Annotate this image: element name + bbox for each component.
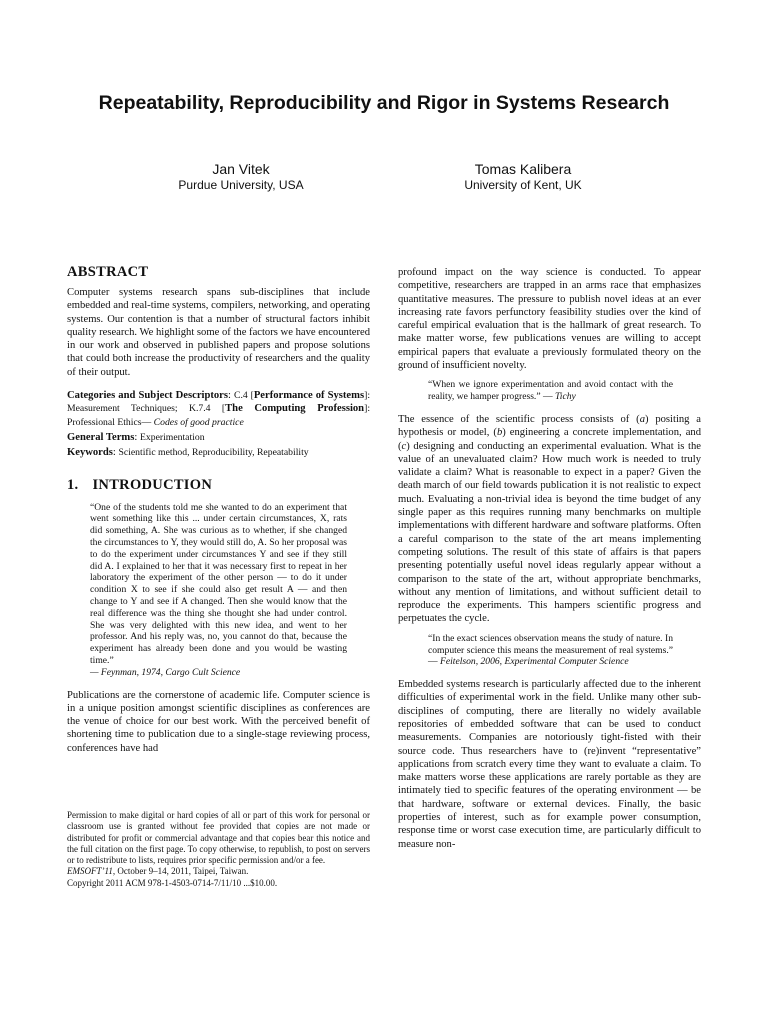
text-run: b [496,427,503,439]
author-block [373,161,673,193]
quote-text: “One of the students told me she wanted to do an experiment that went something like this ... under certain circumstances, X, rats did something, A. She was curious as to whether, if she changed the circumstances to Y, they would still do, A. So her proposal was to do the experiment under circumstances Y and see if they still did A. I explained to her that it was necessary first to repeat in her laboratory the experiment of the other person — to do it under condition X to see if she could also get result A — and then change to Y and see if A changed. Then she would know that the real difference was the thing she thought she had under control. She was very delighted with this new idea, and went to her professor. And his reply was, no, you cannot do that, because the experiment has already been done and you would be wasting time.” [90,501,347,666]
category-name: Performance of Systems [253,390,365,402]
paper-title: Repeatability, Reproducibility and Rigor in Systems Research [98,92,670,114]
quote-text: “When we ignore experimentation and avoid contact with the reality, we hamper progress.” — [428,379,673,403]
quote-attribution: Feitelson, 2006, Experimental Computer Science [440,656,629,668]
epigraph-quote [398,633,673,668]
category-subject: Codes of good practice [153,416,244,428]
right-column [398,266,701,851]
text-run: ) engineering a concrete implementation, and ( [398,427,701,452]
text-run: c [401,440,407,452]
abstract-text: Computer systems research spans sub-disciplines that include embedded and real-time systems, compilers, networking, and operating systems. Our contention is that a number of structural factors inhibit quality research. We highlight some of the factors we have encountered in our work and observed in published papers and propose solutions that could both increase the productivity of researchers and the quality of their output. [67,287,370,378]
intro-paragraph: Publications are the cornerstone of academic life. Computer science is in a unique position amongst scientific disciplines as conferences are the venue of choice for our best work. With the perceived benefit of shortening time to publication due to a single-stage reviewing process, conferences have had [67,689,370,754]
text-run: a [639,413,645,425]
permission-text: Permission to make digital or hard copies of all or part of this work for personal or classroom use is granted without fee provided that copies are not made or distributed for profit or commercial advantage and that copies bear this notice and the full citation on the first page. To copy otherwise, to republish, to post on servers or to redistribute to lists, requires prior specific permission and/or a fee. [67,810,370,866]
quote-text: “In the exact sciences observation means the study of nature. In computer science this means the measurement of real systems.” — [428,632,673,668]
text-run: ) positing a hypothesis or model, ( [398,413,702,439]
general-terms-label: General Terms [67,431,135,443]
categories-sep: : [228,390,231,402]
author-block [91,161,391,193]
category-name: The Computing Profession [225,403,365,415]
author-affiliation: Purdue University, USA [178,178,304,192]
general-terms-value: Experimentation [139,431,205,443]
keywords: Keywords: Scientific method, Reproducibility, Repeatability [67,447,309,459]
abstract-heading: ABSTRACT [67,264,149,280]
epigraph-quote [67,502,347,679]
epigraph-quote [398,379,673,403]
venue-details: October 9–14, 2011, Taipei, Taiwan. [115,866,249,877]
general-terms: General Terms: Experimentation [67,431,205,443]
left-column [67,264,370,755]
permission-notice [67,810,370,889]
section-title: INTRODUCTION [92,476,213,493]
quote-attribution: Tichy [554,391,576,403]
body-paragraph [398,413,701,626]
keywords-label: Keywords [67,447,113,459]
author-name: Jan Vitek [212,161,270,177]
category-detail: ]: Professional Ethics— [67,403,371,428]
text-run: ) designing and conducting an experimental evaluation. What is the value of an unevaluated claim? How much work is needed to truly validate a claim? What is reasonable to expect in a paper? Given the death march of our field towards publication it is not realistic to expect much. Evaluating a non-trivial idea is beyond the time budget of any single paper as this requires running many benchmarks on multiple implementations with different hardware and software platforms. Often a careful comparison to the state of the art means implementing competing solutions. The result of this state of affairs is that papers presenting potentially useful novel ideas regularly appear without a comparison to the state of the art, without appropriate benchmarks, without any mention of limitations, and without sufficient detail to reproduce the experiments. This hampers scientific progress and perpetuates the cycle. [398,440,701,625]
venue-name: EMSOFT’11, [67,866,116,877]
author-affiliation: University of Kent, UK [464,178,582,192]
section-number: 1. [67,476,79,493]
body-paragraph: profound impact on the way science is conducted. To appear competitive, researchers are trapped in an arms race that emphasizes quantitative measures. The pressure to publish novel ideas at an ever increasing rate favors perfunctory feasibility studies over the kind of careful empirical evaluation that is the hallmark of great research. To make matter worse, few publications venues are willing to accept empirical papers that evaluate a previously formulated theory on the ground of insufficient novelty. [398,267,701,372]
category-detail: ]: Measurement Techniques; K.7.4 [ [67,390,371,415]
quote-attribution: — Feynman, 1974, Cargo Cult Science [90,666,241,678]
categories-label: Categories and Subject Descriptors [67,390,229,402]
text-run: The essence of the scientific process consists of ( [398,413,640,425]
introduction-heading [67,477,370,494]
categories-descriptors [67,389,370,429]
keywords-value: Scientific method, Reproducibility, Repeatability [118,447,309,459]
author-name: Tomas Kalibera [474,161,572,177]
category-code: C.4 [ [234,390,254,402]
body-paragraph: Embedded systems research is particularly affected due to the inherent difficulties of experimental work in the field. Unlike many other sub-disciplines of computing, there are literally no widely available repositories of embedded software that can be used to conduct measurements. Companies are notoriously tight-fisted with their source code. Thus researchers have to (re)invent “representative” applications from scratch every time they want to evaluate a claim. To make matters worse these applications are rarely portable as they are intimately tied to specific features of the operating environment — be that hardware, software or external devices. Finally, the basic properties of interest, such as for example power consumption, response time or worst case execution time, are particularly difficult to measure non- [398,679,701,850]
copyright-line: Copyright 2011 ACM 978-1-4503-0714-7/11/10 ...$10.00. [67,877,278,888]
